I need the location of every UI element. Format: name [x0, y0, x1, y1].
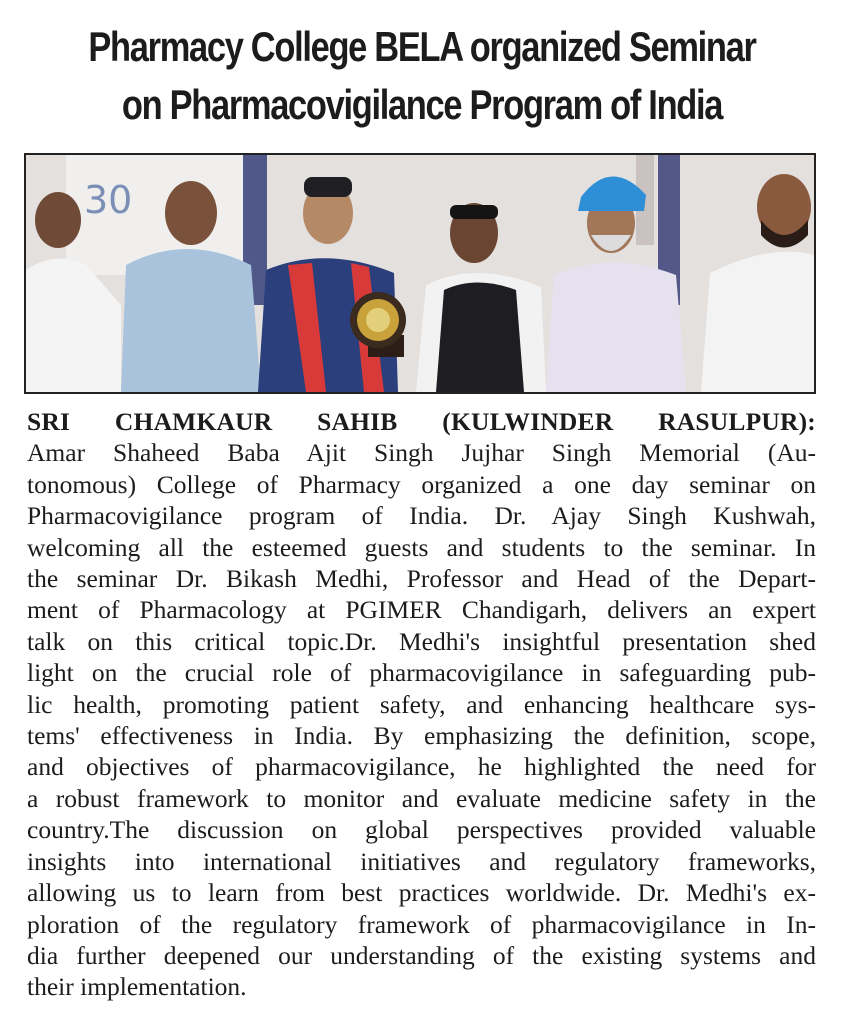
article-line: insights into international initiatives and regulatory frameworks, [27, 846, 816, 876]
banner-text: 30 [84, 178, 133, 222]
group-photo-illustration [26, 155, 814, 392]
article-line: a robust framework to monitor and evaluate medicine safety in the [27, 783, 816, 813]
article-line: Pharmacovigilance program of India. Dr. Ajay Singh Kushwah, [27, 501, 816, 531]
article-line: allowing us to learn from best practices worldwide. Dr. Medhi's ex- [27, 878, 816, 908]
article-body [27, 406, 816, 1003]
article-line: dia further deepened our understanding of the existing systems and [27, 940, 816, 970]
article-line: ploration of the regulatory framework of pharmacovigilance in In- [27, 909, 816, 939]
article-line: talk on this critical topic.Dr. Medhi's insightful presentation shed [27, 626, 816, 656]
headline-line-2: on Pharmacovigilance Program of India [121, 81, 723, 128]
article-line: their implementation. [27, 972, 247, 1002]
news-photo [24, 153, 816, 394]
article-line: the seminar Dr. Bikash Medhi, Professor and Head of the Depart- [27, 564, 816, 594]
article-line: Amar Shaheed Baba Ajit Singh Jujhar Singh Memorial (Au- [27, 438, 816, 468]
article-line: ment of Pharmacology at PGIMER Chandigarh, delivers an expert [27, 595, 816, 625]
article-line: tems' effectiveness in India. By emphasizing the definition, scope, [27, 721, 816, 751]
article-line: country.The discussion on global perspectives provided valuable [27, 815, 816, 845]
article-line: light on the crucial role of pharmacovigilance in safeguarding pub- [27, 658, 816, 688]
headline-line-1: Pharmacy College BELA organized Seminar [88, 23, 756, 70]
article-line: tonomous) College of Pharmacy organized a one day seminar on [27, 469, 816, 499]
dateline: SRI CHAMKAUR SAHIB (KULWINDER RASULPUR): [27, 407, 816, 436]
article-line: lic health, promoting patient safety, and enhancing healthcare sys- [27, 689, 816, 719]
headline [76, 18, 768, 134]
article-line: and objectives of pharmacovigilance, he highlighted the need for [27, 752, 816, 782]
article-line: welcoming all the esteemed guests and students to the seminar. In [27, 532, 816, 562]
